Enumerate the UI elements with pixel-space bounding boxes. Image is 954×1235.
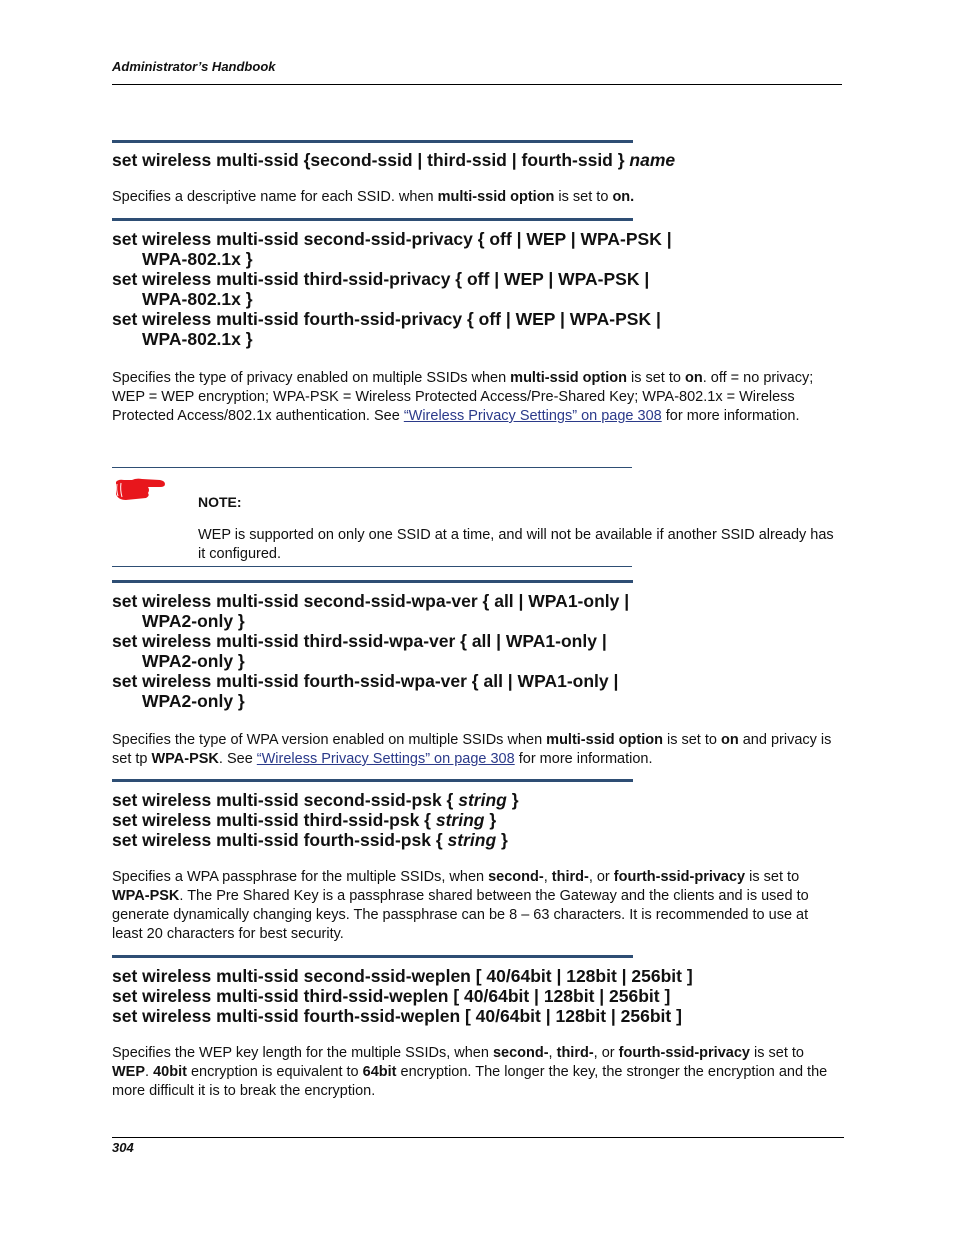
section-rule xyxy=(112,580,633,583)
text-run: . off = no privacy; WEP = WEP encryption; WPA-PSK = Wireless Protected Access/Pre-Shared Key; WPA-802.1x = Wireless Protected Access/802.1x authentication. See xyxy=(112,370,814,424)
text-run: } xyxy=(489,810,497,830)
text-run: Specifies the type of WPA version enabled on multiple SSIDs when xyxy=(112,732,547,748)
note-top-rule xyxy=(112,467,632,468)
text-run: set wireless multi-ssid fourth-ssid-psk { xyxy=(112,830,443,850)
pointing-hand-icon xyxy=(114,476,166,502)
text-run: on xyxy=(721,732,739,748)
section-rule xyxy=(112,955,633,958)
text-run: is set to xyxy=(749,1045,804,1061)
text-run: set wireless multi-ssid second-ssid-psk { xyxy=(112,790,454,810)
command-line xyxy=(112,830,519,850)
command-line: WPA-802.1x } xyxy=(142,249,253,269)
text-run: is set to xyxy=(745,869,800,885)
cross-reference-link[interactable]: “Wireless Privacy Settings” on page 308 xyxy=(403,408,662,424)
text-run: fourth-ssid-privacy xyxy=(613,869,746,885)
command-line: set wireless multi-ssid third-ssid-weplen [ 40/64bit | 128bit | 256bit ] xyxy=(112,986,671,1006)
text-run: , or xyxy=(588,869,614,885)
cross-reference-link[interactable]: “Wireless Privacy Settings” on page 308 xyxy=(256,751,515,767)
text-run: , xyxy=(548,1045,557,1061)
command-heading-psk xyxy=(112,790,519,850)
text-run: third- xyxy=(551,869,589,885)
text-run: . See xyxy=(218,751,257,767)
text-run: WPA-PSK xyxy=(151,751,219,767)
text-run: multi-ssid option xyxy=(546,732,663,748)
command-line: set wireless multi-ssid fourth-ssid-privacy { off | WEP | WPA-PSK | xyxy=(112,309,661,329)
command-heading-name xyxy=(112,150,675,170)
section-rule xyxy=(112,779,633,782)
command-line: set wireless multi-ssid second-ssid-wpa-ver { all | WPA1-only | xyxy=(112,591,630,611)
command-line: set wireless multi-ssid second-ssid-weplen [ 40/64bit | 128bit | 256bit ] xyxy=(112,966,693,986)
note-bottom-rule xyxy=(112,566,632,567)
command-text: set wireless multi-ssid {second-ssid | third-ssid | fourth-ssid } xyxy=(112,150,625,170)
section-rule xyxy=(112,140,633,143)
text-run: on. xyxy=(612,189,635,205)
text-run: . The Pre Shared Key is a passphrase shared between the Gateway and the clients and is used to generate dynamically changing keys. The passphrase can be 8 – 63 characters. It is recommended to use at least 20 characters for best security. xyxy=(112,888,809,942)
command-argument: name xyxy=(629,150,676,170)
command-line: WPA2-only } xyxy=(142,611,245,631)
text-run: 64bit xyxy=(362,1064,397,1080)
text-run: } xyxy=(511,790,519,810)
text-run: . xyxy=(145,1064,154,1080)
command-line: set wireless multi-ssid fourth-ssid-wpa-ver { all | WPA1-only | xyxy=(112,671,619,691)
command-line xyxy=(112,810,519,830)
command-argument: string xyxy=(447,830,497,850)
text-run: second- xyxy=(492,1045,549,1061)
command-line: set wireless multi-ssid fourth-ssid-weplen [ 40/64bit | 128bit | 256bit ] xyxy=(112,1006,682,1026)
text-run: , xyxy=(543,869,552,885)
command-line: set wireless multi-ssid third-ssid-wpa-ver { all | WPA1-only | xyxy=(112,631,607,651)
description-name xyxy=(112,188,840,207)
section-rule xyxy=(112,218,633,221)
note-title: NOTE: xyxy=(198,494,242,510)
text-run: Specifies a WPA passphrase for the multiple SSIDs, when xyxy=(112,869,489,885)
text-run: multi-ssid option xyxy=(437,189,555,205)
text-run: third- xyxy=(556,1045,594,1061)
text-run: Specifies a descriptive name for each SSID. when xyxy=(112,189,438,205)
command-argument: string xyxy=(458,790,507,810)
text-run: encryption is equivalent to xyxy=(186,1064,363,1080)
command-argument: string xyxy=(435,810,485,830)
text-run: multi-ssid option xyxy=(510,370,627,386)
text-run: WPA-PSK xyxy=(112,888,180,904)
text-run: and privacy is set tp xyxy=(112,732,832,767)
footer-rule xyxy=(112,1137,844,1138)
text-run: 40bit xyxy=(153,1064,187,1080)
command-line: WPA2-only } xyxy=(142,691,245,711)
text-run: Specifies the type of privacy enabled on multiple SSIDs when xyxy=(112,370,511,386)
command-heading-weplen xyxy=(112,966,693,1026)
text-run: WEP xyxy=(112,1064,146,1080)
text-run: set wireless multi-ssid third-ssid-psk { xyxy=(112,810,431,830)
page-number: 304 xyxy=(112,1140,134,1155)
text-run: } xyxy=(501,830,508,850)
command-heading-privacy xyxy=(112,229,672,349)
command-line: WPA2-only } xyxy=(142,651,245,671)
command-heading-wpa-ver xyxy=(112,591,629,711)
text-run: is set to xyxy=(626,370,685,386)
header-rule xyxy=(112,84,842,85)
command-line: WPA-802.1x } xyxy=(142,329,253,349)
description-psk xyxy=(112,868,840,944)
command-line: WPA-802.1x } xyxy=(142,289,253,309)
text-run: encryption. The longer the key, the stronger the encryption and the more difficult it is to break the encryption. xyxy=(112,1064,828,1099)
description-privacy xyxy=(112,369,840,426)
command-line: set wireless multi-ssid second-ssid-privacy { off | WEP | WPA-PSK | xyxy=(112,229,672,249)
command-line xyxy=(112,790,519,810)
description-weplen xyxy=(112,1044,840,1101)
text-run: for more information. xyxy=(661,408,800,424)
text-run: is set to xyxy=(554,189,613,205)
description-wpa-ver xyxy=(112,731,840,769)
text-run: Specifies the WEP key length for the multiple SSIDs, when xyxy=(112,1045,493,1061)
text-run: is set to xyxy=(662,732,721,748)
running-header: Administrator’s Handbook xyxy=(112,59,276,74)
text-run: , or xyxy=(593,1045,619,1061)
note-body: WEP is supported on only one SSID at a time, and will not be available if another SSID already has it configured. xyxy=(198,527,834,562)
command-line: set wireless multi-ssid third-ssid-privacy { off | WEP | WPA-PSK | xyxy=(112,269,650,289)
text-run: fourth-ssid-privacy xyxy=(618,1045,750,1061)
text-run: second- xyxy=(488,869,544,885)
text-run: on xyxy=(685,370,703,386)
text-run: for more information. xyxy=(514,751,653,767)
